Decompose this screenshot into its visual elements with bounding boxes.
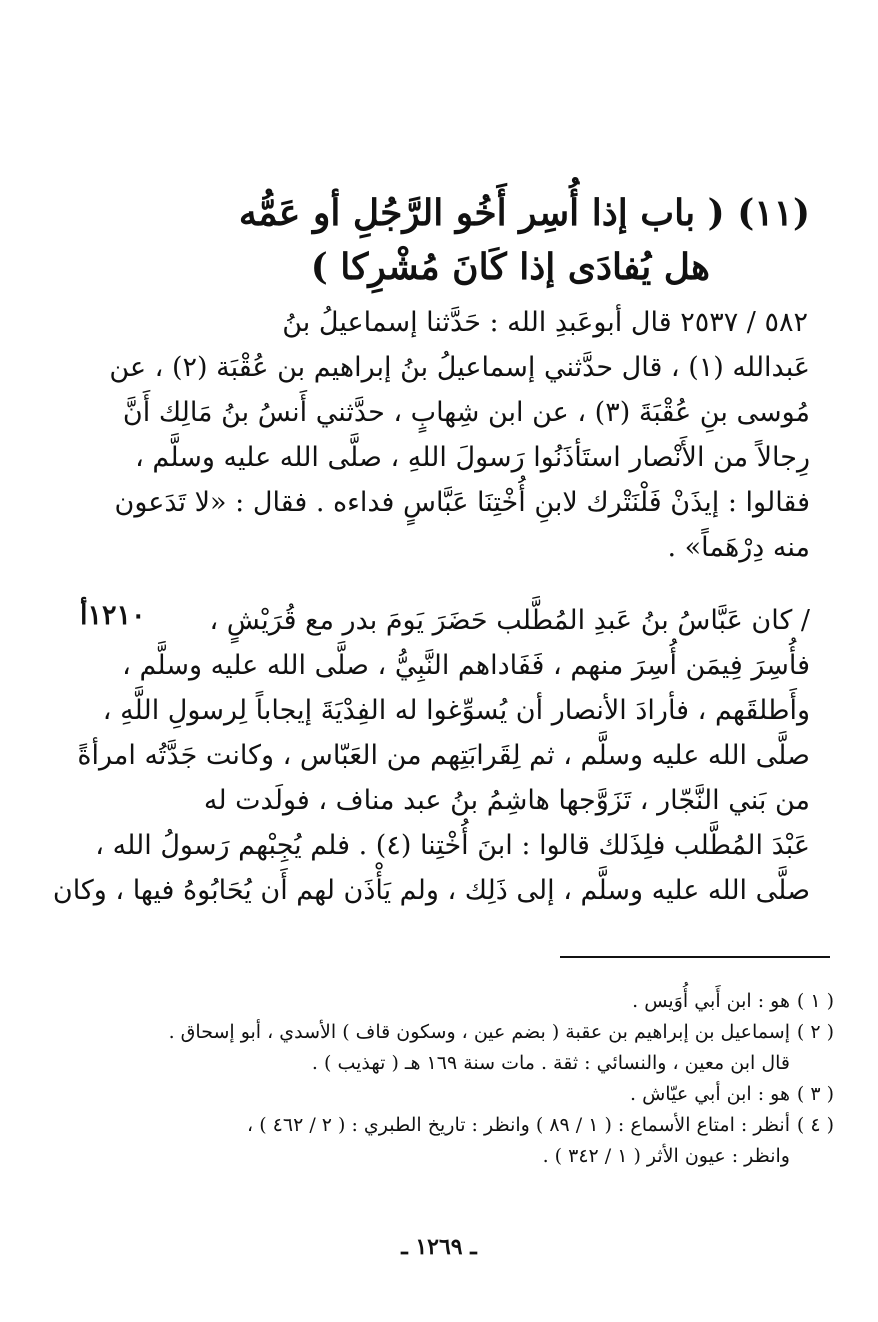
commentary-line: / كان عَبَّاسُ بنُ عَبدِ المُطَّلب حَضَرَ يَومَ بدر مع قُرَيْشٍ ، — [209, 605, 810, 636]
footnote-number: ( ١ ) — [796, 990, 834, 1012]
footnote-divider — [560, 956, 830, 958]
margin-folio-number: ١٢١٠أ — [80, 600, 146, 631]
footnote-text: إسماعيل بن إبراهيم بن عقبة ( بضم عين ، وسكون قاف ) الأسدي ، أبو إسحاق . — [168, 1021, 790, 1043]
footnotes — [114, 986, 834, 1172]
footnote-text: قال ابن معين ، والنسائي : ثقة . مات سنة ١٦٩ هـ ( تهذيب ) . — [311, 1052, 790, 1074]
heading-line-2: هل يُفادَى إذا كَانَ مُشْرِكا ) — [310, 246, 710, 288]
footnote-number: ( ٤ ) — [796, 1114, 834, 1136]
hadith-line: مُوسى بنِ عُقْبَةَ (٣) ، عن ابن شِهابٍ ، حدَّثني أَنسُ بنُ مَالِك أَنَّ — [122, 397, 810, 428]
hadith-line: عَبدالله (١) ، قال حدَّثني إسماعيلُ بنُ إبراهيم بن عُقْبَة (٢) ، عن — [109, 352, 810, 383]
footnote-3 — [114, 1079, 834, 1110]
footnote-number: ( ٣ ) — [796, 1083, 834, 1105]
commentary-line: فأُسِرَ فِيمَن أُسِرَ منهم ، فَفَاداهم النَّبِيُّ ، صلَّى الله عليه وسلَّم ، — [122, 650, 810, 681]
hadith-line: فقالوا : إيذَنْ فَلْنَتْرك لابنِ أُخْتِنَا عَبَّاسٍ فداءه . فقال : «لا تَدَعون — [114, 487, 810, 518]
footnote-number: ( ٢ ) — [796, 1021, 834, 1043]
commentary-line: من بَني النَّجّار ، تَزَوَّجها هاشِمُ بنُ عبد مناف ، فولَدت له — [203, 785, 810, 816]
hadith-line: ٥٨٢ / ٢٥٣٧ قال أبوعَبدِ الله : حَدَّثنا إسماعيلُ بنُ — [282, 307, 808, 338]
footnote-text: وانظر : عيون الأثر ( ١ / ٣٤٢ ) . — [542, 1145, 790, 1167]
footnote-4 — [114, 1110, 834, 1172]
page-number: ـ ١٢٦٩ ـ — [401, 1234, 477, 1260]
commentary-line: صلَّى الله عليه وسلَّم ، ثم لِقَرابَتِهم من العَبّاس ، وكانت جَدَّتُه امرأةً — [77, 740, 810, 771]
hadith-text — [109, 300, 810, 570]
commentary-line: صلَّى الله عليه وسلَّم ، إلى ذَلِك ، ولم يَأْذَن لهم أَن يُحَابُوهُ فيها ، وكان — [52, 875, 810, 906]
footnote-text: هو : ابن أَبي أُوَيس . — [632, 990, 790, 1012]
chapter-heading — [110, 186, 810, 294]
footnote-2 — [114, 1017, 834, 1079]
footnote-text: أنظر : امتاع الأسماع : ( ١ / ٨٩ ) وانظر : تاريخ الطبري : ( ٢ / ٤٦٢ ) ، — [247, 1114, 790, 1136]
footnote-text: هو : ابن أبي عيّاش . — [630, 1083, 790, 1105]
hadith-line: منه دِرْهَماً» . — [667, 532, 810, 563]
commentary-line: وأَطلقَهم ، فأرادَ الأنصار أن يُسوِّغوا له الفِدْيَةَ إيجاباً لِرسولِ اللَّهِ ، — [102, 695, 810, 726]
footnote-1 — [114, 986, 834, 1017]
commentary-line: عَبْدَ المُطَّلب فلِذَلك قالوا : ابنَ أُخْتِنا (٤) . فلم يُجِبْهم رَسولُ الله ، — [95, 830, 810, 861]
hadith-line: رِجالاً من الأَنْصار استَأذَنُوا رَسولَ اللهِ ، صلَّى الله عليه وسلَّم ، — [135, 442, 810, 473]
heading-line-1: (١١) ( باب إذا أُسِر أَخُو الرَّجُلِ أو عَمُّه — [238, 192, 810, 234]
